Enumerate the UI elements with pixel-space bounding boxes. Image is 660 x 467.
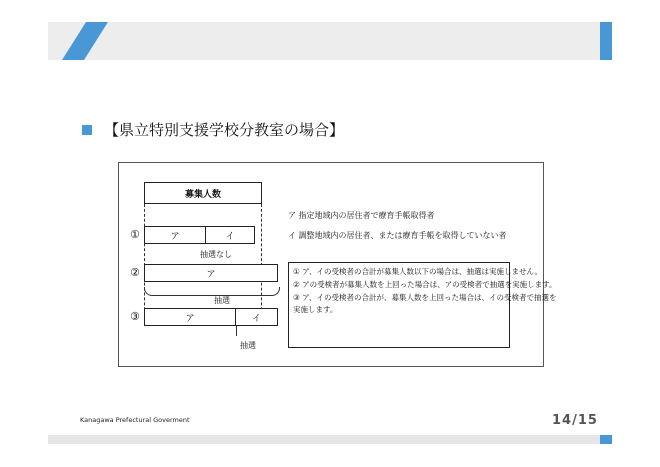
footer-organization: Kanagawa Prefectural Goverment xyxy=(80,416,190,424)
capacity-box: 募集人数 xyxy=(144,182,262,204)
note-1: ① ア、イの受検者の合計が募集人数以下の場合は、抽選は実施しません。 xyxy=(293,267,542,276)
row2-a-box: ア xyxy=(144,264,278,282)
note-2: ② アの受検者が募集人数を上回った場合は、アの受検者で抽選を実施します。 xyxy=(293,279,557,289)
row3-number: ③ xyxy=(130,310,140,323)
note-3-continued: 実施します。 xyxy=(293,305,338,315)
row1-i-box: イ xyxy=(205,226,255,244)
note-3: ③ ア、イの受検者の合計が、募集人数を上回った場合は、イの受検者で抽選を xyxy=(293,292,557,302)
row1-a-box: ア xyxy=(144,226,206,244)
legend-i: イ 調整地域内の居住者、または療育手帳を取得していない者 xyxy=(288,231,507,240)
bullet-square-icon xyxy=(82,125,92,135)
row3-pointer-line xyxy=(236,326,237,336)
footer-band xyxy=(48,435,612,444)
row3-i-box: イ xyxy=(235,308,278,326)
header-right-accent xyxy=(600,22,612,60)
legend-a: ア 指定地域内の居住者で療育手帳取得者 xyxy=(288,211,435,220)
slide-heading: 【県立特別支援学校分教室の場合】 xyxy=(104,121,345,139)
row2-overflow-brace xyxy=(144,287,280,296)
row2-note: 抽選 xyxy=(214,296,230,305)
footer-right-accent xyxy=(600,435,612,444)
row3-a-box: ア xyxy=(144,308,236,326)
page-number: 14/15 xyxy=(552,413,598,428)
row3-note: 抽選 xyxy=(240,341,256,350)
notes-box xyxy=(288,262,557,348)
row1-note: 抽選なし xyxy=(200,250,232,259)
row1-number: ① xyxy=(130,228,140,241)
header-band xyxy=(48,22,612,60)
row2-number: ② xyxy=(130,266,140,279)
